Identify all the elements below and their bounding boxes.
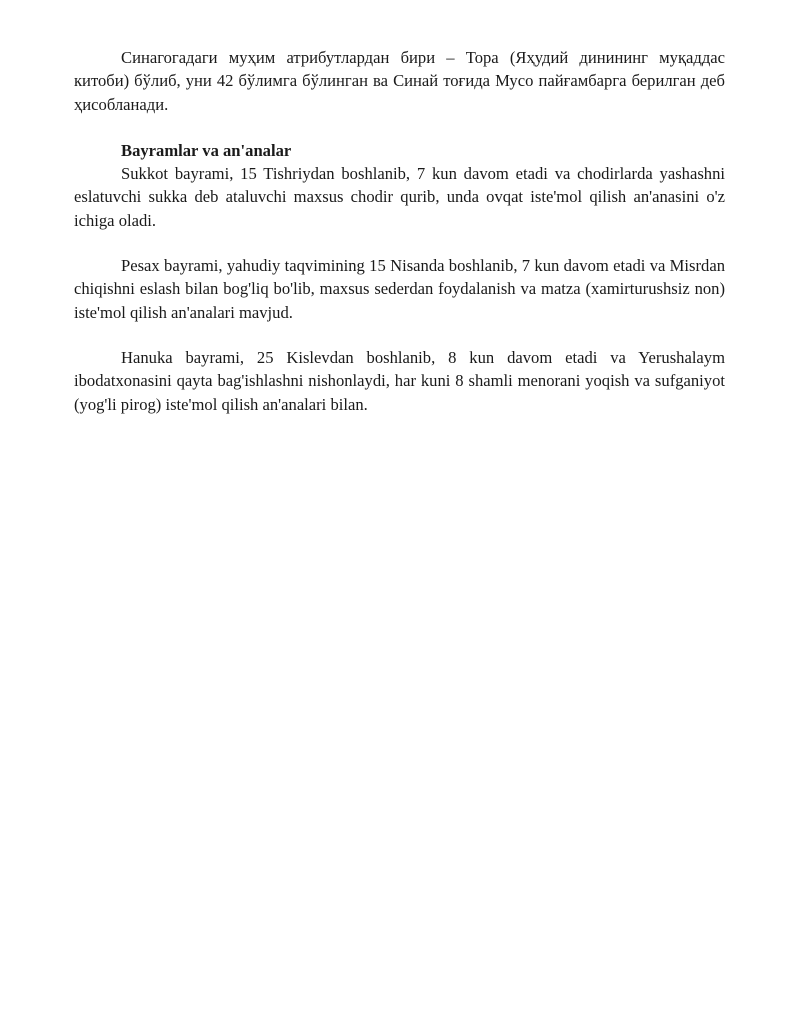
sukkot-paragraph: Sukkot bayrami, 15 Tishriydan boshlanib, 7 kun davom etadi va chodirlarda yashashni eslatuvchi sukka deb ataluvchi maxsus chodir qurib, unda ovqat iste'mol qilish an'anasini o'z ichiga oladi. [74,164,725,230]
section-heading: Bayramlar va an'analar [121,140,292,160]
intro-paragraph: Синагогадаги муҳим атрибутлардан бири – Тора (Яҳудий динининг муқаддас китоби) бўлиб, уни 42 бўлимга бўлинган ва Синай тоғида Мусо пайғамбарга берилган деб ҳисобланади. [74,48,725,114]
hanuka-paragraph: Hanuka bayrami, 25 Kislevdan boshlanib, 8 kun davom etadi va Yerushalaym ibodatxonasini qayta bag'ishlashni nishonlaydi, har kuni 8 shamli menorani yoqish va sufganiyot (yog'li pirog) iste'mol qilish an'analari bilan. [74,347,725,414]
pesax-paragraph: Pesax bayrami, yahudiy taqvimining 15 Nisanda boshlanib, 7 kun davom etadi va Misrdan chiqishni eslash bilan bog'liq bo'lib, maxsus sederdan foydalanish va matza (xamirturushsiz non) iste'mol qilish an'analari mavjud. [74,256,725,322]
document-body [74,46,725,416]
